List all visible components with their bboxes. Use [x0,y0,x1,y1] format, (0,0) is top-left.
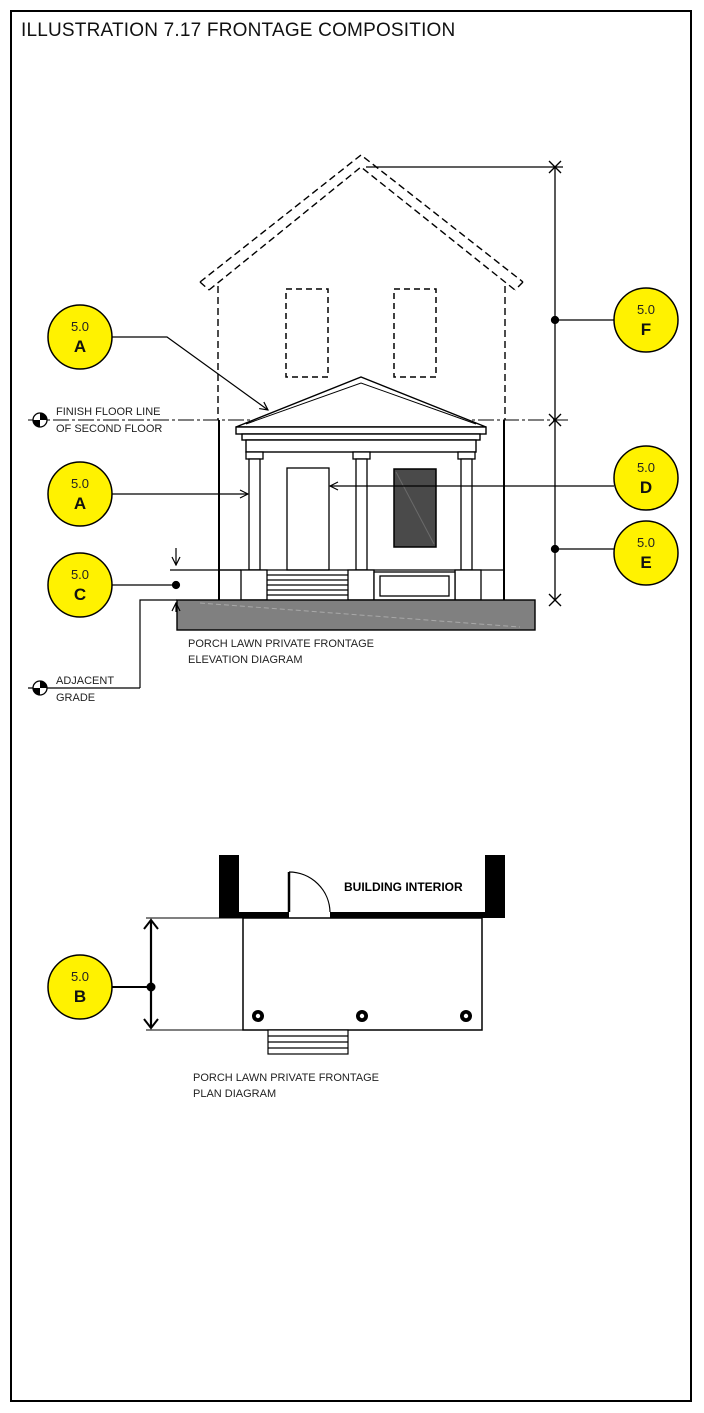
adjacent-grade-label-line2: GRADE [56,692,96,704]
svg-text:5.0: 5.0 [70,319,90,334]
plan-door [289,872,330,912]
plan-diagram [112,855,505,1100]
svg-text:A: A [73,337,87,356]
svg-text:5.0: 5.0 [70,567,90,582]
svg-text:F: F [640,320,652,339]
finish-floor-symbol [33,413,47,427]
badge-d [614,446,678,510]
finish-floor-label-line1: FINISH FLOOR LINE [56,406,161,418]
svg-text:5.0: 5.0 [636,535,656,550]
badge-a-roof [48,305,112,369]
upper-windows-dashed [286,289,436,377]
building-interior-label: BUILDING INTERIOR [344,880,463,894]
porch-base [219,570,504,600]
svg-text:D: D [639,478,653,497]
plan-front-wall-right [330,912,505,918]
finish-floor-label-line2: OF SECOND FLOOR [56,423,163,435]
svg-text:E: E [640,553,652,572]
svg-text:5.0: 5.0 [636,460,656,475]
plan-wall-right [485,855,505,918]
badge-e [614,521,678,585]
porch-steps [267,575,348,595]
svg-text:5.0: 5.0 [636,302,656,317]
plan-front-wall-left [219,912,289,918]
svg-text:A: A [73,494,87,513]
adjacent-grade-label-line1: ADJACENT [56,675,115,687]
front-window [394,469,436,547]
porch-depth-dimension [112,918,243,1030]
porch-columns [246,452,475,570]
ground-slab [177,600,535,630]
elevation-caption-line1: PORCH LAWN PRIVATE FRONTAGE [188,638,374,650]
badge-f [614,288,678,352]
plan-wall-left [219,855,239,918]
adjacent-grade-symbol [33,681,47,695]
elevation-diagram [28,155,614,704]
badge-a-porch [48,462,112,526]
svg-text:C: C [73,585,87,604]
svg-text:5.0: 5.0 [70,476,90,491]
elevation-caption-line2: ELEVATION DIAGRAM [188,654,303,666]
plan-steps [268,1030,348,1054]
plan-caption-line2: PLAN DIAGRAM [193,1088,277,1100]
page-title: ILLUSTRATION 7.17 FRONTAGE COMPOSITION [21,20,456,41]
porch-pediment [236,377,486,452]
plan-caption-line1: PORCH LAWN PRIVATE FRONTAGE [193,1072,379,1084]
svg-text:B: B [73,987,87,1006]
front-door [287,468,329,570]
badge-b [48,955,112,1019]
svg-text:5.0: 5.0 [70,969,90,984]
badge-c [48,553,112,617]
